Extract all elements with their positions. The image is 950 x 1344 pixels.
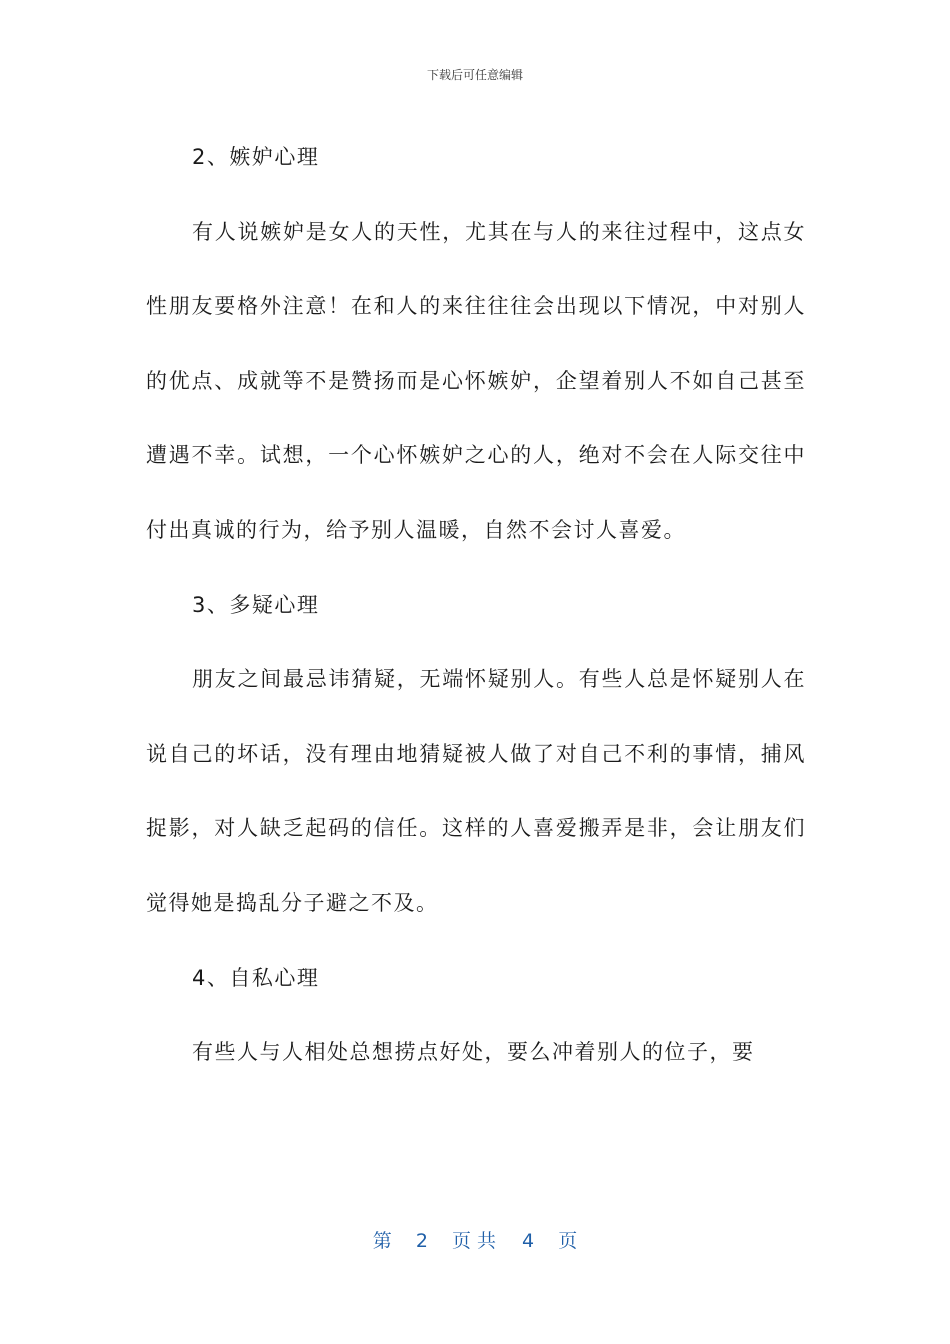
section-heading-selfishness: 4、自私心理	[192, 965, 320, 990]
footer-prefix: 第	[372, 1230, 392, 1252]
page-header: 下载后可任意编辑	[426, 68, 523, 82]
paragraph-suspicion: 朋友之间最忌讳猜疑，无端怀疑别人。有些人总是怀疑别人在说自己的坏话，没有理由地猜疑被人做了对自己不利的事情，捕风捉影，对人缺乏起码的信任。这样的人喜爱搬弄是非，会让朋友们觉得她是捣乱分子避之不及。	[146, 667, 806, 915]
document-body	[146, 120, 806, 1090]
total-page-number: 4	[522, 1230, 535, 1252]
footer-middle: 页共	[451, 1230, 502, 1252]
section-heading-suspicion: 3、多疑心理	[192, 592, 320, 617]
paragraph-selfishness: 有些人与人相处总想捞点好处，要么冲着别人的位子，要	[192, 1040, 755, 1065]
footer-suffix: 页	[558, 1230, 578, 1252]
page-footer	[0, 1226, 950, 1253]
current-page-number: 2	[415, 1230, 428, 1252]
section-heading-jealousy: 2、嫉妒心理	[192, 145, 320, 169]
paragraph-jealousy: 有人说嫉妒是女人的天性，尤其在与人的来往过程中，这点女性朋友要格外注意！在和人的来往往往会出现以下情况，中对别人的优点、成就等不是赞扬而是心怀嫉妒，企望着别人不如自己甚至遭遇不幸。试想，一个心怀嫉妒之心的人，绝对不会在人际交往中付出真诚的行为，给予别人温暖，自然不会讨人喜爱。	[146, 219, 806, 542]
